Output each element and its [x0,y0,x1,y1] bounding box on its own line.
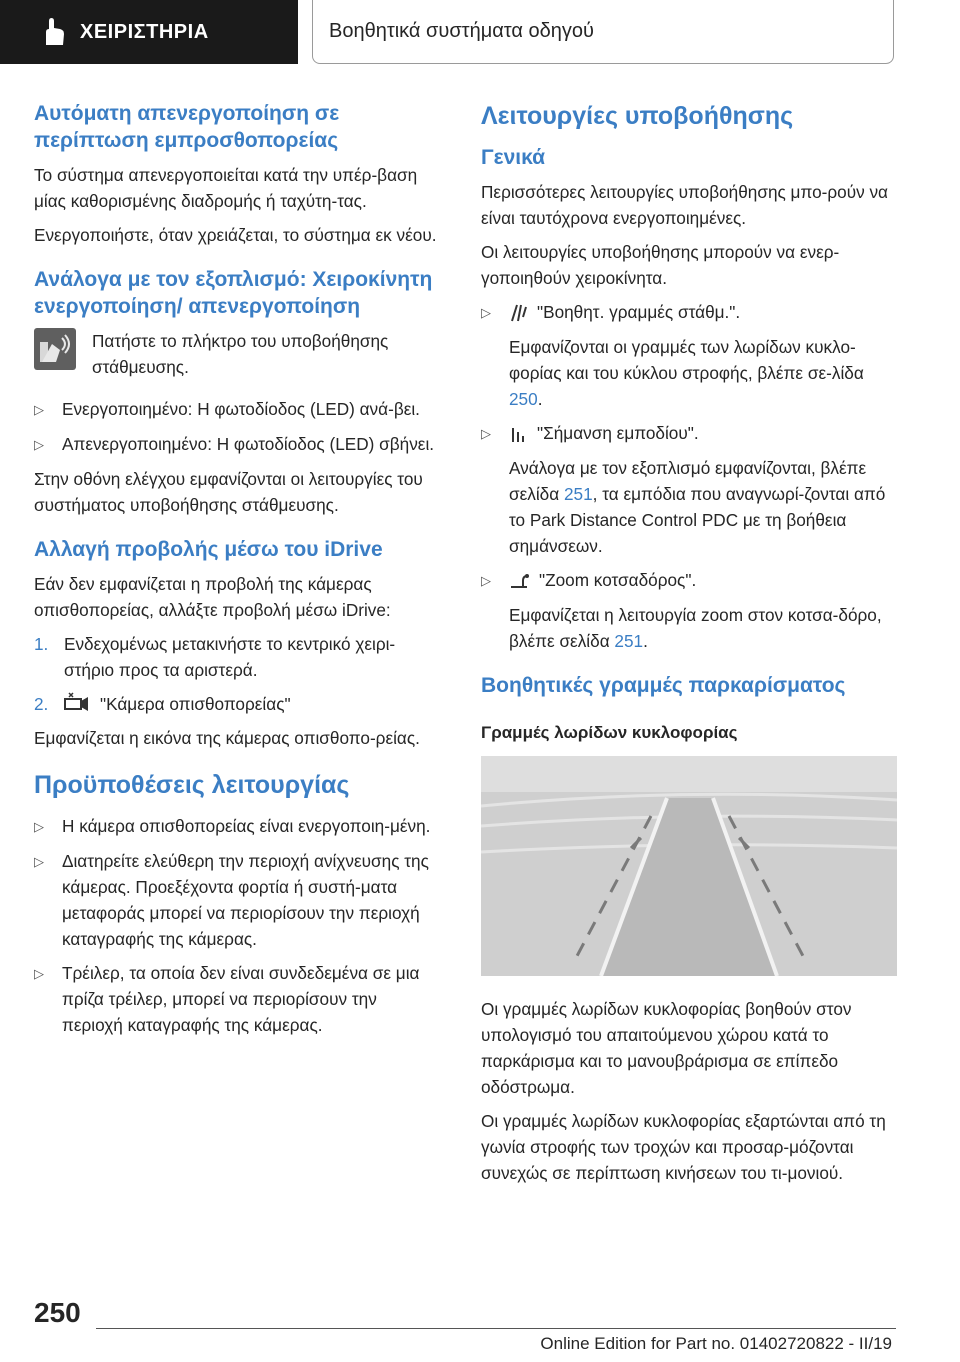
rear-camera-icon [64,691,92,713]
edition-text: Online Edition for Part no. 01402720822 - II/19 [540,1334,892,1353]
page-link[interactable]: 250 [509,389,538,409]
heading-auto-deactivation: Αυτόματη απενεργοποίηση σε περίπτωση εμπροσθοπορείας [34,102,340,152]
page-link[interactable]: 251 [563,484,593,504]
obstacle-marking-icon [509,424,529,444]
page-number: 250 [34,1297,81,1328]
list-item: ▷ Διατηρείτε ελεύθερη την περιοχή ανίχνευσης της κάμερας. Προεξέχοντα φορτία ή συστή-ματα μεταφοράς μπορεί να περιορίσουν την περιοχή καταγραφής της κάμερας. [34,848,438,952]
heading-parking-lines: Βοηθητικές γραμμές παρκαρίσματος [481,674,846,697]
right-column [481,100,897,1194]
function-item: ▷ "Βοηθητ. γραμμές στάθμ.". [481,299,897,326]
bullet-icon: ▷ [34,402,44,417]
bullet-icon: ▷ [34,966,44,981]
chapter-title: ΧΕΙΡΙΣΤΗΡΙΑ [80,20,209,43]
heading-requirements: Προϋποθέσεις λειτουργίας [34,771,350,799]
section-title: Βοηθητικά συστήματα οδηγού [329,20,594,42]
heading-change-view: Αλλαγή προβολής μέσω του iDrive [34,538,383,561]
heading-general: Γενικά [481,146,546,169]
section-header [312,0,894,64]
paragraph: Εάν δεν εμφανίζεται η προβολή της κάμερας οπισθοπορείας, αλλάξτε προβολή μέσω iDrive: [34,574,391,620]
parking-lines-icon [509,303,529,323]
lane-lines-illustration [481,756,897,976]
bullet-icon: ▷ [481,426,491,441]
function-item: ▷ "Zoom κοτσαδόρος". [481,567,897,594]
press-button-text: Πατήστε το πλήκτρο του υποβοήθησης στάθμευσης. [92,331,389,377]
list-item: ▷ Η κάμερα οπισθοπορείας είναι ενεργοποιη-μένη. [34,813,438,840]
function-desc: Εμφανίζεται η λειτουργία zoom στον κοτσα-δόρο, βλέπε σελίδα 251. [509,605,882,651]
heading-manual-activation: Ανάλογα με τον εξοπλισμό: Χειροκίνητη ενεργοποίηση/ απενεργοποίηση [34,268,433,318]
page-link[interactable]: 251 [614,631,644,651]
bullet-icon: ▷ [481,573,491,588]
heading-assist-functions: Λειτουργίες υποβοήθησης [481,102,794,130]
paragraph: Περισσότερες λειτουργίες υποβοήθησης μπο-ρούν να είναι ταυτόχρονα ενεργοποιημένες. [481,182,888,228]
function-desc: Ανάλογα με τον εξοπλισμό εμφανίζονται, βλέπε σελίδα 251, τα εμπόδια που αναγνωρί-ζονται από το Park Distance Control PDC με τη βοήθεια σημάνσεων. [509,458,886,556]
paragraph: Στην οθόνη ελέγχου εμφανίζονται οι λειτουργίες του συστήματος υποβοήθησης στάθμευσης. [34,469,423,515]
paragraph: Το σύστημα απενεργοποιείται κατά την υπέρ-βαση μίας καθορισμένης διαδρομής ή ταχύτη-τας. [34,165,418,211]
chapter-tab [0,0,298,64]
list-item: ▷ Τρέιλερ, τα οποία δεν είναι συνδεδεμένα σε μια πρίζα τρέιλερ, μπορεί να περιορίσουν την περιοχή καταγραφής της κάμερας. [34,960,438,1038]
left-column [34,100,438,1046]
parking-assist-button-icon [34,328,76,370]
function-desc: Εμφανίζονται οι γραμμές των λωρίδων κυκλο-φορίας και του κύκλου στροφής, βλέπε σε-λίδα 250. [509,337,864,409]
heading-lane-lines: Γραμμές λωρίδων κυκλοφορίας [481,723,738,742]
pdc-button-row [34,328,438,380]
hand-icon [40,17,68,47]
footer-divider [96,1328,896,1329]
trailer-hitch-icon [509,571,531,591]
paragraph: Ενεργοποιήστε, όταν χρειάζεται, το σύστημα εκ νέου. [34,225,437,245]
list-item: ▷ Ενεργοποιημένο: Η φωτοδίοδος (LED) ανά-βει. [34,396,438,423]
paragraph: Οι γραμμές λωρίδων κυκλοφορίας εξαρτώνται από τη γωνία στροφής των τροχών και προσαρ-μόζονται συνεχώς σε περίπτωση κινήσεων του τι-μονιού. [481,1111,886,1183]
paragraph: Εμφανίζεται η εικόνα της κάμερας οπισθοπο-ρείας. [34,728,420,748]
list-item: ▷ Απενεργοποιημένο: Η φωτοδίοδος (LED) σβήνει. [34,431,438,458]
bullet-icon: ▷ [34,854,44,869]
bullet-icon: ▷ [34,819,44,834]
bullet-icon: ▷ [34,437,44,452]
function-item: ▷ "Σήμανση εμποδίου". [481,420,897,447]
paragraph: Οι λειτουργίες υποβοήθησης μπορούν να ενερ-γοποιηθούν χειροκίνητα. [481,242,840,288]
paragraph: Οι γραμμές λωρίδων κυκλοφορίας βοηθούν στον υπολογισμό του απαιτούμενου χώρου κατά το παρκάρισμα και το μανουβράρισμα σε επίπεδο οδόστρωμα. [481,999,852,1097]
step-1: 1. Ενδεχομένως μετακινήστε το κεντρικό χειρι-στήριο προς τα αριστερά. [34,634,396,680]
bullet-icon: ▷ [481,305,491,320]
step-2: 2. "Κάμερα οπισθοπορείας" [34,691,438,717]
